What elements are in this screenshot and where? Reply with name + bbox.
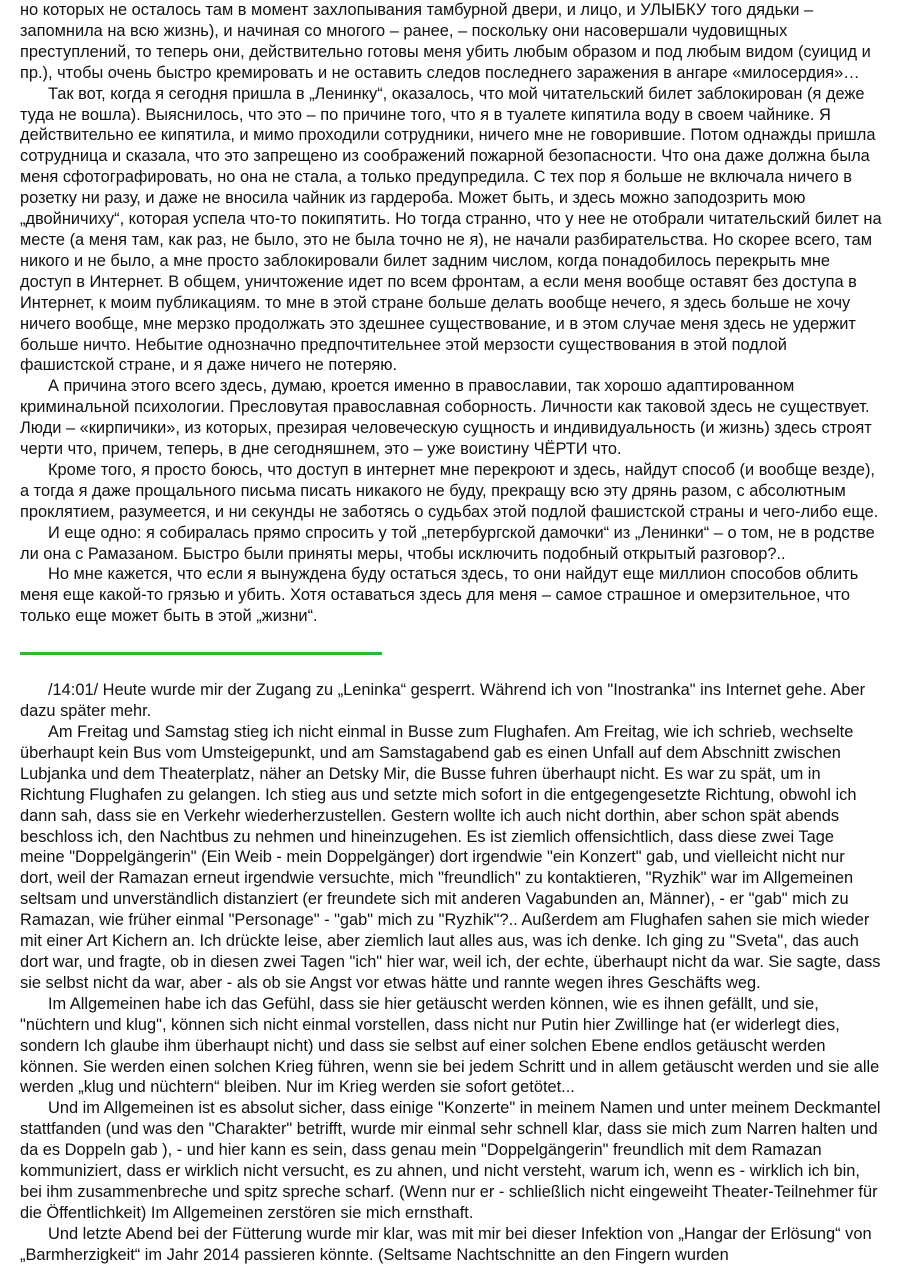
russian-paragraph-4: Кроме того, я просто боюсь, что доступ в интернет мне перекроют и здесь, найдут способ (и вообще везде), а тогда я даже прощального письма писать никакого не буду, прекращу всю эту дрянь разом, с абсолютным проклятием, разумеется, и ни секунды не заботясь о судьбах этой подлой фашистской страны и чего-либо еще. bbox=[20, 460, 879, 521]
russian-paragraph-6: Но мне кажется, что если я вынуждена буду остаться здесь, то они найдут еще миллион способов облить меня еще какой-то грязью и убить. Хотя оставаться здесь для меня – самое страшное и омерзительное, что только еще может быть в этой „жизни“. bbox=[20, 565, 859, 626]
document-page bbox=[20, 0, 882, 1266]
russian-paragraph-2: Так вот, когда я сегодня пришла в „Ленинку“, оказалось, что мой читательский билет заблокирован (я деже туда не вошла). Выяснилось, что это – по причине того, что я в туалете кипятила воду в своем чайнике. Я действительно ее кипятила, и мимо проходили сотрудники, ничего мне не говорившие. Потом однажды пришла сотрудница и сказала, что это запрещено из соображений пожарной безопасности. Что она даже должна была меня сфотографировать, но она не стала, а только предупредила. С тех пор я больше не включала ничего в розетку ни разу, и даже не вносила чайник из гардероба. Может быть, и здесь можно заподозрить мою „двойничиху“, которая успела что-то покипятить. Но тогда странно, что у нее не отобрали читательский билет на месте (а меня там, как раз, не было, это не была точно не я), не начали разбирательства. Но скорее всего, там никого и не было, а мне просто заблокировали билет задним числом, когда понадобилось перекрыть мне доступ в Интернет. В общем, уничтожение идет по всем фронтам, а если меня вообще оставят без доступа в Интернет, к моим публикациям. то мне в этой стране больше делать вообще нечего, я здесь больше не хочу ничего вообще, мне мерзко продолжать это здешнее существование, и в этом случае меня здесь не удержит больше ничто. Небытие однозначно предпочтительнее этой мерзости существования в этой подлой фашистской стране, и я даже ничего не потеряю. bbox=[20, 84, 882, 375]
german-paragraph-3: Im Allgemeinen habe ich das Gefühl, dass sie hier getäuscht werden können, wie es ihnen gefällt, und sie, "nüchtern und klug", können sich nicht einmal vorstellen, dass nicht nur Putin hier Zwillinge hat (er widerlegt dies, sondern Ich glaube ihm überhaupt nicht) und dass sie selbst auf einer solchen Ebene endlos getäuscht werden können. Sie werden einen solchen Krieg führen, wenn sie bei jedem Schritt und in allem getäuscht werden und sie alle werden „klug und nüchtern“ bleiben. Nur im Krieg werden sie sofort getötet... bbox=[20, 994, 880, 1097]
russian-paragraph-1: но которых не осталось там в момент захлопывания тамбурной двери, и лицо, и УЛЫБКУ того дядьки – запомнила на всю жизнь), и начиная со многого – ранее, – поскольку они насовершали чудовищных преступлений, то теперь они, действительно готовы меня убить любым образом и под любым видом (суицид и пр.), чтобы очень быстро кремировать и не оставить следов последнего заражения в ангаре «милосердия»… bbox=[20, 1, 871, 82]
german-paragraph-2: Am Freitag und Samstag stieg ich nicht einmal in Busse zum Flughafen. Am Freitag, wie ich schrieb, wechselte überhaupt kein Bus vom Umsteigepunkt, und am Samstagabend gab es einen Unfall auf dem Abschnitt zwischen Lubjanka und dem Theaterplatz, näher an Detsky Mir, die Busse fuhren überhaupt nicht. Es war zu spät, um in Richtung Flughafen zu gelangen. Ich stieg aus und setzte mich sofort in die entgegengesetzte Richtung, obwohl ich dann sah, dass sie en Verkehr wiederherzustellen. Gestern wollte ich auch nicht dorthin, aber schon spät abends beschloss ich, den Nachtbus zu nehmen und hineinzugehen. Es ist ziemlich offensichtlich, dass diese zwei Tage meine "Doppelgängerin" (Ein Weib - mein Doppelgänger) dort irgendwie "ein Konzert" gab, und vielleicht nicht nur dort, weil der Ramazan erneut irgendwie versuchte, mich "freundlich" zu kontaktieren, "Ryzhik" war im Allgemeinen seltsam und unverständlich distanziert (er freundete sich mit anderen Vagabunden an, Männer), - er "gab" mich zu Ramazan, wie früher einmal "Personage" - "gab" mich zu "Ryzhik"?.. Außerdem am Flughafen sahen sie mich wieder mit einer Art Kichern an. Ich drückte leise, aber ziemlich laut alles aus, was ich denke. Ich ging zu "Sveta", das auch dort war, und fragte, ob in diesen zwei Tagen "ich" hier war, weil ich, der echte, überhaupt nicht da war. Sie sagte, dass sie selbst nicht da war, aber - als ob sie Angst vor etwas hätte und rannte wegen ihres Geschäfts weg. bbox=[20, 723, 881, 992]
german-paragraph-1: /14:01/ Heute wurde mir der Zugang zu „Leninka“ gesperrt. Während ich von "Inostranka" ins Internet gehe. Aber dazu später mehr. bbox=[20, 681, 866, 721]
german-paragraph-5: Und letzte Abend bei der Fütterung wurde mir klar, was mit mir bei dieser Infektion von „Hangar der Erlösung“ von „Barmherzigkeit“ im Jahr 2014 passieren könnte. (Seltsame Nachtschnitte an den Fingern wurden bbox=[20, 1224, 872, 1264]
russian-paragraph-3: А причина этого всего здесь, думаю, кроется именно в православии, так хорошо адаптированном криминальной психологии. Пресловутая православная соборность. Личности как таковой здесь не существует. Люди – «кирпичики», из которых, презирая человеческую сущность и индивидуальность (и жизнь) здесь строят черти что, причем, теперь, в дне сегодняшнем, это – уже воистину ЧЁРТИ что. bbox=[20, 377, 872, 459]
russian-paragraph-5: И еще одно: я собиралась прямо спросить у той „петербургской дамочки“ из „Ленинки“ – о том, не в родстве ли она с Рамазаном. Быстро были приняты меры, чтобы исключить подобный открытый разговор?.. bbox=[20, 523, 875, 563]
german-paragraph-4: Und im Allgemeinen ist es absolut sicher, dass einige "Konzerte" in meinem Namen und unter meinem Deckmantel stattfanden (und was den "Charakter" betrifft, wurde mir einmal sehr schnell klar, dass sie mich zum Narren halten und da es Doppeln gab ), - und hier kann es sein, dass genau mein "Doppelgängerin" freundlich mit dem Ramazan kommuniziert, dass er wirklich nicht versucht, es zu ahnen, und nicht versteht, warum ich, wenn es - wirklich ich bin, bei ihm zusammenbreche und spitz spreche scharf. (Wenn nur er - schließlich nicht eingeweiht Theater-Teilnehmer für die Öffentlichkeit) Im Allgemeinen zerstören sie mich ernsthaft. bbox=[20, 1099, 881, 1222]
section-divider bbox=[20, 652, 382, 655]
